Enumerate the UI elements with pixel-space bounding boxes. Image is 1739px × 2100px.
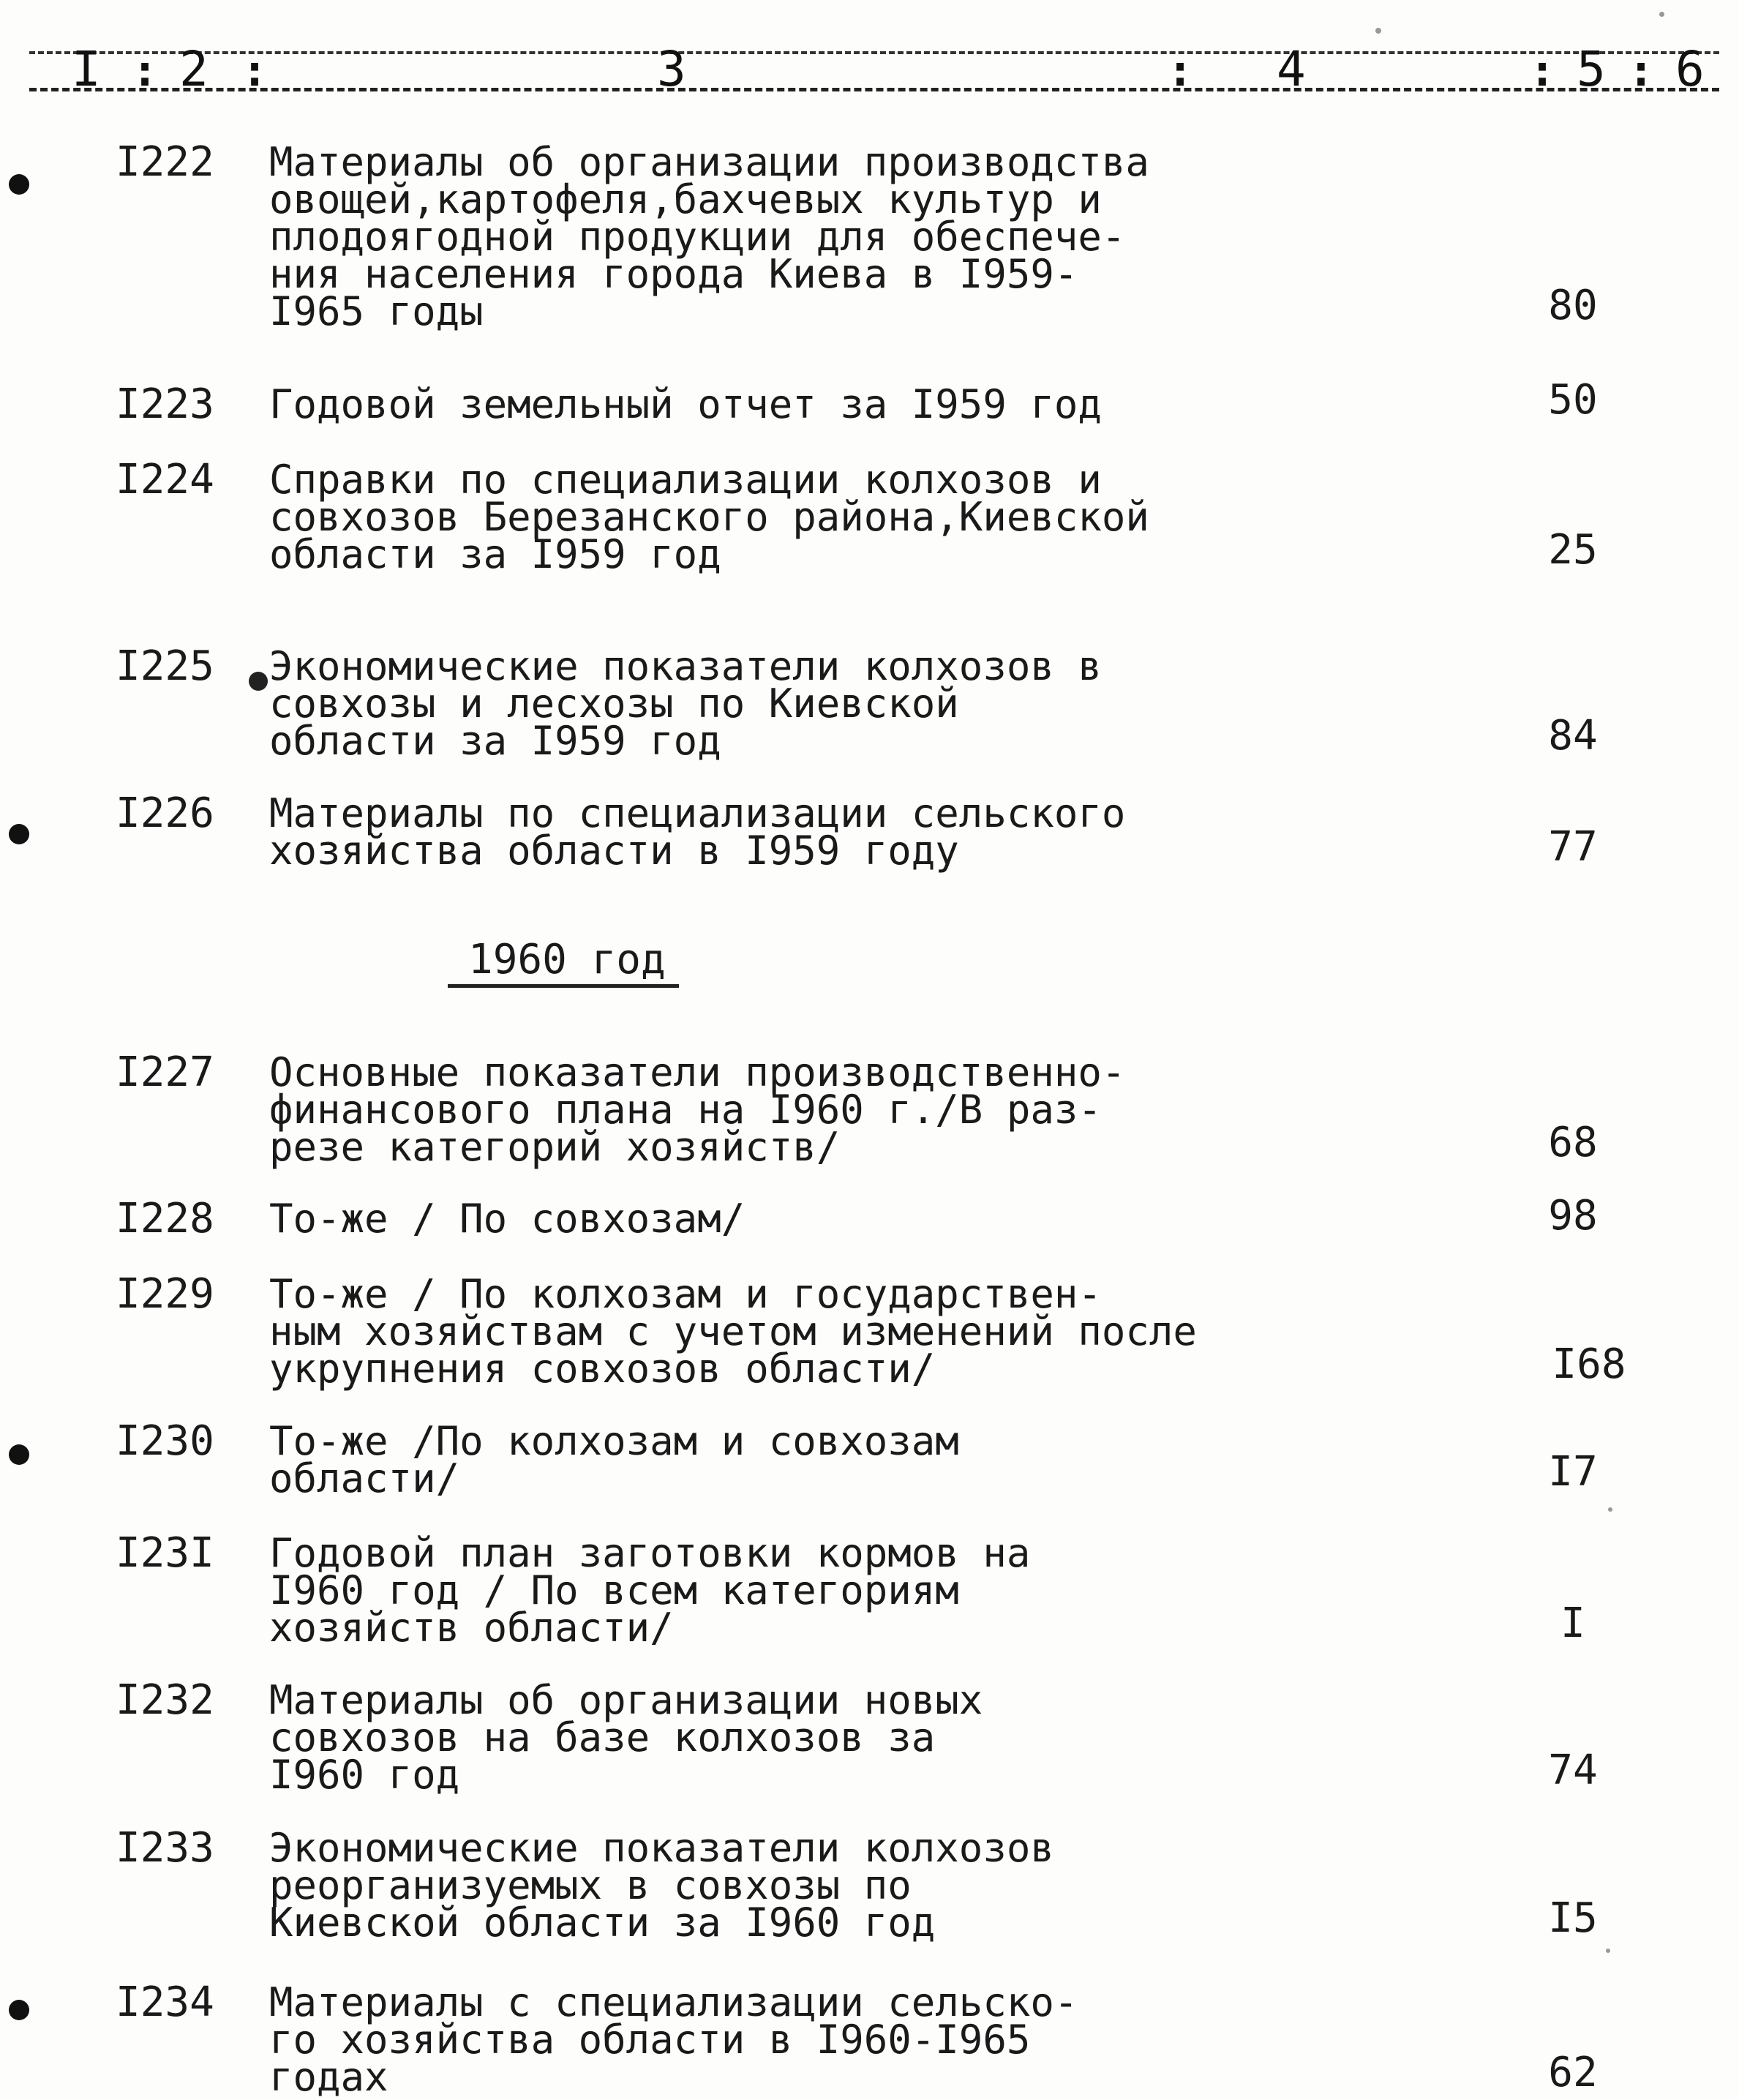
entry-description: Экономические показатели колхозов реорганизуемых в совхозы по Киевской области за I960 год	[269, 1825, 1054, 1946]
punch-hole-mark	[9, 174, 29, 195]
entry-description: Материалы об организации новых совхозов на базе колхозов за I960 год	[269, 1677, 983, 1798]
entry-number: I224	[116, 456, 214, 503]
entry-sheet-count: I68	[1552, 1340, 1626, 1388]
entry-description: Годовой план заготовки кормов на I960 год / По всем категориям хозяйств области/	[269, 1530, 1031, 1651]
entry-description: Материалы по специализации сельского хозяйства области в I959 году	[269, 790, 1126, 874]
entry-sheet-count: 25	[1548, 526, 1598, 574]
entry-number: I23I	[116, 1529, 214, 1577]
header-top-rule	[29, 51, 1719, 54]
scan-blot	[249, 672, 268, 691]
header-separator: :	[1167, 45, 1194, 97]
header-col-5: 5	[1577, 41, 1606, 97]
entry-sheet-count: 74	[1548, 1747, 1598, 1794]
header-separator: :	[132, 45, 159, 97]
section-heading-1960: 1960 год	[468, 936, 666, 983]
entry-sheet-count: 62	[1548, 2049, 1598, 2096]
entry-sheet-count: 50	[1548, 376, 1598, 424]
entry-description: Основные показатели производственно- финансового плана на I960 г./В раз- резе категорий хозяйств/	[269, 1049, 1126, 1170]
entry-number: I226	[116, 790, 214, 837]
entry-sheet-count: 77	[1548, 823, 1598, 871]
punch-hole-mark	[9, 1444, 29, 1465]
entry-description: Материалы с специализации сельско- го хозяйства области в I960-I965 годах	[269, 1979, 1078, 2100]
entry-sheet-count: 84	[1548, 712, 1598, 760]
entry-sheet-count: I	[1560, 1600, 1585, 1647]
entry-description: То-же /По колхозам и совхозам области/	[269, 1418, 959, 1501]
scan-speck	[1659, 12, 1664, 17]
entry-number: I229	[116, 1270, 214, 1318]
entry-number: I228	[116, 1195, 214, 1242]
header-col-2: 2	[179, 41, 209, 97]
entry-description: То-же / По совхозам/	[269, 1196, 745, 1242]
header-separator: :	[241, 45, 268, 97]
header-col-3: 3	[657, 41, 686, 97]
entry-description: То-же / По колхозам и государствен- ным хозяйствам с учетом изменений после укрупнения совхозов области/	[269, 1271, 1197, 1392]
entry-description: Экономические показатели колхозов в совхозы и лесхозы по Киевской области за I959 год	[269, 643, 1102, 764]
entry-number: I230	[116, 1417, 214, 1465]
scan-speck	[1606, 1949, 1610, 1953]
entry-number: I232	[116, 1676, 214, 1724]
scan-speck	[1608, 1507, 1612, 1512]
scan-speck	[1375, 28, 1381, 34]
entry-number: I225	[116, 642, 214, 690]
entry-number: I227	[116, 1049, 214, 1096]
punch-hole-mark	[9, 2000, 29, 2020]
punch-hole-mark	[9, 824, 29, 844]
entry-number: I222	[116, 138, 214, 186]
entry-description: Справки по специализации колхозов и совхозов Березанского района,Киевской области за I959 год	[269, 457, 1149, 577]
header-col-1: I	[72, 41, 101, 97]
entry-description: Материалы об организации производства овощей,картофеля,бахчевых культур и плодоягодной продукции для обеспече- ния населения города Киева в I959- I965 годы	[269, 139, 1149, 334]
entry-sheet-count: 80	[1548, 282, 1598, 329]
header-col-6: 6	[1675, 41, 1705, 97]
section-heading-underline	[448, 984, 679, 988]
header-separator: :	[1628, 45, 1655, 97]
entry-number: I234	[116, 1979, 214, 2026]
entry-description: Годовой земельный отчет за I959 год	[269, 381, 1102, 427]
entry-sheet-count: 98	[1548, 1192, 1598, 1240]
column-header	[29, 29, 1719, 102]
header-col-4: 4	[1277, 41, 1306, 97]
header-separator: :	[1529, 45, 1556, 97]
entry-sheet-count: 68	[1548, 1119, 1598, 1166]
entry-sheet-count: I7	[1548, 1448, 1598, 1496]
entry-number: I233	[116, 1824, 214, 1872]
entry-sheet-count: I5	[1548, 1894, 1598, 1942]
entry-number: I223	[116, 380, 214, 428]
header-bottom-rule	[29, 88, 1719, 91]
